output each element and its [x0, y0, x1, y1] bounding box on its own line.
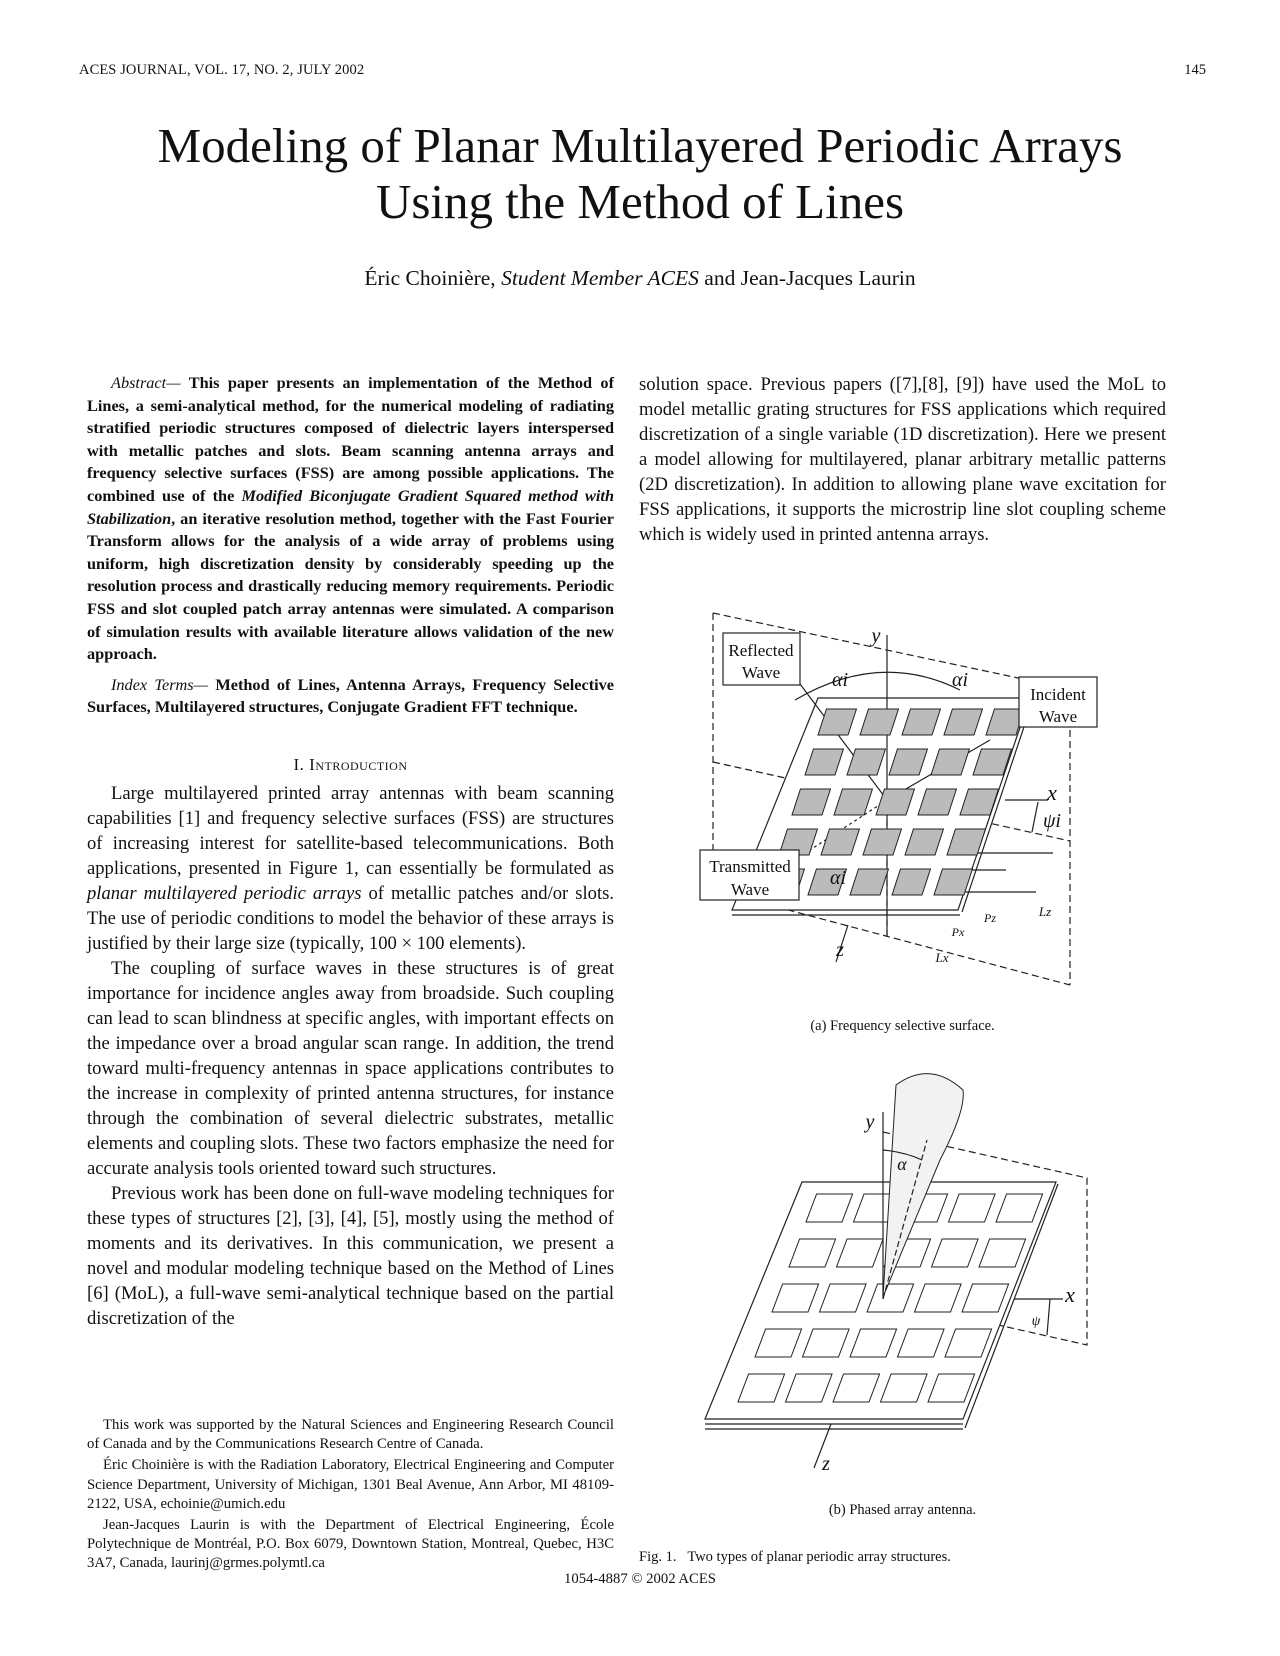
p1-italic: planar multilayered periodic arrays	[87, 882, 362, 904]
label-lx: Lx	[935, 950, 949, 965]
label-lz: Lz	[1038, 904, 1052, 919]
figure-a-caption: (a) Frequency selective surface.	[810, 1018, 995, 1034]
index-terms-text: Method of Lines, Antenna Arrays, Frequency Selective Surfaces, Multilayered structures, Conjugate Gradient FFT technique.	[87, 674, 615, 717]
title-line-2: Using the Method of Lines	[375, 174, 905, 229]
p1-text-b: of metallic patches and/or slots. The use of periodic conditions to model the behavior of these arrays is justified by their large size (typically, 100 × 100 elements).	[87, 882, 614, 954]
label-alpha-b: α	[897, 1154, 907, 1174]
figure-1-caption	[639, 1549, 951, 1566]
axis-x-label: x	[1047, 780, 1057, 805]
axis-x-label-b: x	[1065, 1282, 1075, 1307]
author-1: Éric Choinière,	[364, 266, 496, 290]
axis-y-label-b: y	[865, 1111, 875, 1133]
title-line-1: Modeling of Planar Multilayered Periodic Arrays	[157, 118, 1123, 173]
label-alpha-incident: αi	[951, 669, 969, 691]
figure-b-caption: (b) Phased array antenna.	[828, 1502, 977, 1518]
p1-text-a: Large multilayered printed array antennas with beam scanning capabilities [1] and frequency selective surfaces (FSS) are structures of increasing interest for satellite-based telecommunications. Both applications, presented in Figure 1, can essentially be formulated as	[87, 782, 614, 879]
section-title: Introduction	[309, 754, 408, 774]
axis-z-label-b: z	[822, 1453, 830, 1475]
label-pz: Pz	[984, 911, 996, 925]
axis-y-label: y	[871, 625, 881, 647]
label-reflected-wave: Wave	[741, 663, 781, 682]
label-transmitted: Transmitted	[709, 857, 791, 876]
footnote-author-1: Éric Choinière is with the Radiation Laboratory, Electrical Engineering and Computer Science Department, University of Michigan, 1301 Beal Avenue, Ann Arbor, MI 48109-2122, USA, echoinie@umich.edu	[87, 1457, 614, 1512]
footnote-funding: This work was supported by the Natural Sciences and Engineering Research Council of Canada and by the Communications Research Centre of Canada.	[87, 1417, 614, 1453]
page-number: 145	[1184, 62, 1206, 78]
figure-caption-text: Two types of planar periodic array structures.	[687, 1549, 951, 1565]
label-transmitted-wave: Wave	[730, 880, 770, 899]
abstract-text-1: This paper presents an implementation of the Method of Lines, a semi-analytical method, for the numerical modeling of radiating stratified periodic structures composed of dielectric layers interspersed with metallic patches and slots. Beam scanning antenna arrays and frequency selective surfaces (FSS) are among possible applications. The combined use of the	[87, 373, 614, 505]
author-2: Jean-Jacques Laurin	[740, 266, 916, 290]
axis-z-label: z	[836, 939, 844, 961]
figure-b-phased-array-diagram	[705, 1074, 1087, 1468]
abstract-text-2: , an iterative resolution method, together with the Fast Fourier Transform allows for the analysis of a wide array of problems using uniform, high discretization density by considerably speeding up the resolution process and drastically reducing memory requirements. Periodic FSS and slot coupled patch array antennas were simulated. A comparison of simulation results with available literature allows validation of the new approach.	[87, 508, 614, 664]
footnote-author-2: Jean-Jacques Laurin is with the Department of Electrical Engineering, École Polytechnique de Montréal, P.O. Box 6079, Downtown Station, Montreal, Quebec, H3C 3A7, Canada, laurinj@grmes.polymtl.ca	[87, 1517, 614, 1572]
intro-paragraph-3-continued: solution space. Previous papers ([7],[8], [9]) have used the MoL to model metallic grating structures for FSS applications which required discretization of a single variable (1D discretization). Here we present a model allowing for multilayered, planar arbitrary metallic patterns (2D discretization). In addition to allowing plane wave excitation for FSS applications, it supports the microstrip line slot coupling scheme which is widely used in printed antenna arrays.	[639, 374, 1166, 545]
abstract-label: Abstract—	[111, 373, 181, 392]
label-px: Px	[951, 925, 965, 939]
author-connector: and	[704, 266, 736, 290]
label-incident: Incident	[1030, 685, 1086, 704]
running-header: ACES JOURNAL, VOL. 17, NO. 2, JULY 2002	[79, 62, 365, 78]
label-incident-wave: Wave	[1038, 707, 1078, 726]
intro-paragraph-3: Previous work has been done on full-wave modeling techniques for these types of structures [2], [3], [4], [5], mostly using the method of moments and its derivatives. In this communication, we present a novel and modular modeling technique based on the Method of Lines [6] (MoL), a full-wave semi-analytical technique based on the partial discretization of the	[87, 1182, 614, 1329]
index-terms-label: Index Terms—	[111, 674, 209, 694]
label-alpha-transmitted: αi	[829, 867, 847, 889]
copyright-line: 1054-4887 © 2002 ACES	[564, 1571, 716, 1587]
figure-label: Fig. 1.	[639, 1549, 677, 1565]
author-membership: Student Member ACES	[501, 266, 699, 290]
label-psi: ψi	[1043, 810, 1061, 832]
label-reflected: Reflected	[728, 641, 794, 660]
label-psi-b: ψ	[1031, 1314, 1041, 1329]
intro-paragraph-2: The coupling of surface waves in these structures is of great importance for incidence angles away from broadside. Such coupling can lead to scan blindness at specific angles, with important effects on the impedance over a broad angular scan range. In addition, the trend toward multi-frequency antennas in space applications contributes to the increase in complexity of printed antenna structures, for instance through the combination of several dielectric substrates, metallic elements and coupling slots. These two factors emphasize the need for accurate analysis tools oriented toward such structures.	[87, 957, 614, 1179]
abstract-method-name: Modified Biconjugate Gradient Squared method with Stabilization	[87, 485, 614, 528]
label-alpha-reflected: αi	[831, 669, 849, 691]
section-number: I.	[293, 754, 305, 774]
